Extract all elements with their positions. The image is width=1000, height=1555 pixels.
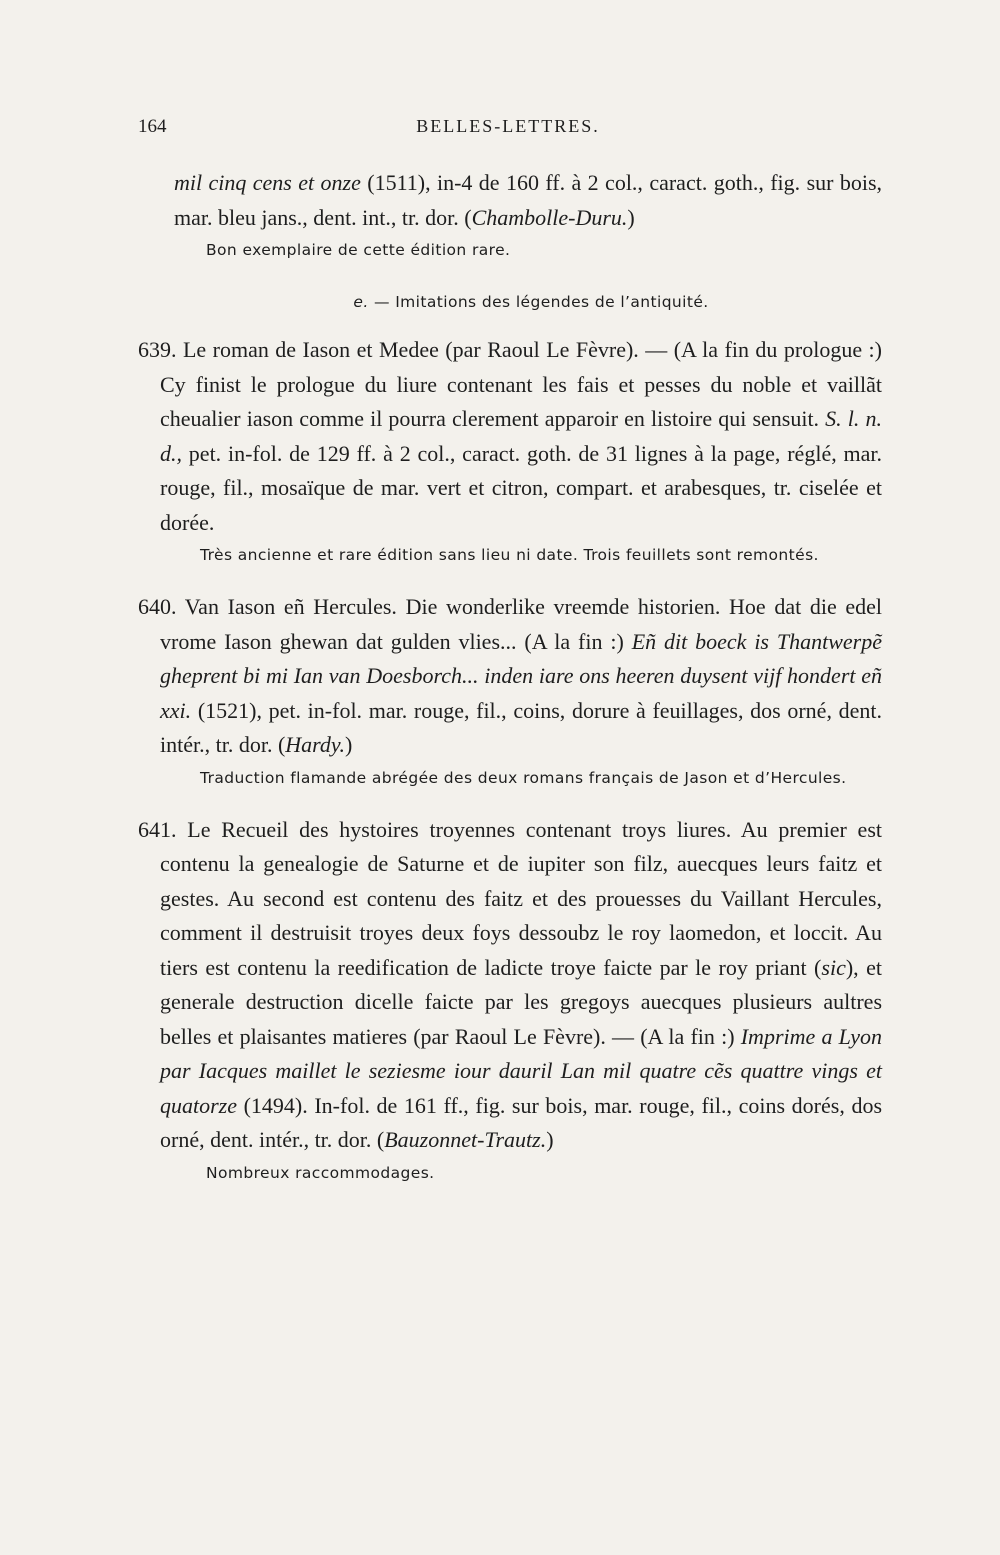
entry-640	[138, 590, 882, 791]
entry-italic: S. l. n. d.,	[160, 406, 882, 466]
continuation-line1: (1511), in-4 de 160 ff. à 2 col., caract. goth.,	[360, 170, 764, 195]
entry-text: Le Recueil des hystoires troyennes contenant troys liures. Au premier est contenu la genealogie de Saturne et de iupiter son filz, auecques leurs faitz et gestes. Au second est contenu des faitz et des prouesses du Vaillant Hercules, comment il destruisit troyes deux foys dessoubz le roy laomedon, et loccit. Au tiers est contenu la reedification de ladicte troye faicte par le roy priant (	[160, 816, 882, 980]
entry-639	[138, 333, 882, 568]
section-letter: e.	[353, 293, 369, 311]
continuation-note: Bon exemplaire de cette édition rare.	[206, 241, 511, 259]
continuation-italic-title: mil cinq cens et onze	[174, 170, 361, 195]
section-title: — Imitations des légendes de l’antiquité.	[373, 293, 709, 311]
entry-italic-colophon: Eñ dit boeck is Thantwerpẽ gheprent bi mi Ian van Doesborch... inden iare ons heeren duysent vijf hondert eñ xxi.	[160, 628, 882, 723]
entry-text: Van Iason eñ Hercules. Die wonderlike vreemde historien. Hoe dat die edel vrome Iason ghewan dat gulden vlies... (A la fin :)	[160, 594, 882, 654]
entry-italic-colophon: Imprime a Lyon par Iacques maillet le seziesme iour dauril Lan mil quatre cẽs quattre vings et quatorze	[160, 1023, 882, 1118]
continuation-close: )	[627, 204, 635, 230]
running-head: BELLES-LETTRES.	[416, 116, 600, 136]
entry-text: Le roman de Iason et Medee (par Raoul Le Fèvre). — (A la fin du prologue :) Cy finist le prologue du liure contenant les fais et pesses du noble et vaillãt cheualier iason comme il pourra clerement apparoir en listoire qui sensuit.	[160, 337, 882, 431]
page-number: 164	[138, 116, 167, 137]
entry-text-cont: ), et generale destruction dicelle faicte par les gregoys auecques plusieurs aultres belles et plaisantes matieres (par Raoul Le Fèvre). — (A la fin :)	[160, 954, 883, 1049]
page-header	[138, 116, 878, 142]
entry-close: )	[344, 732, 353, 757]
section-heading	[180, 293, 882, 311]
entry-number: 640.	[138, 594, 177, 619]
entry-text-cont: (1521), pet. in-fol. mar. rouge, fil., coins, dorure à feuillages, dos orné, dent. intér., tr. dor. (	[160, 697, 882, 757]
continuation-binder: Chambolle-Duru.	[471, 204, 628, 230]
entry-641	[138, 813, 883, 1186]
continuation-line2: fig. sur bois, mar. bleu jans., dent. int., tr. dor. (	[174, 170, 883, 230]
entry-number: 639.	[138, 337, 177, 362]
entry-number: 641.	[138, 816, 177, 842]
entry-text-cont: pet. in-fol. de 129 ff. à 2 col., caract. goth. de 31 lignes à la page, réglé, mar. rouge, fil., mosaïque de mar. vert et citron, compart. et arabesques, tr. ciselée et dorée.	[160, 440, 882, 535]
entry-note: Traduction flamande abrégée des deux romans français de Jason et d’Hercules.	[200, 768, 847, 787]
entry-note: Très ancienne et rare édition sans lieu ni date. Trois feuillets sont remontés.	[200, 546, 819, 564]
entry-binder: Hardy.	[285, 732, 345, 757]
entry-note: Nombreux raccommodages.	[206, 1163, 435, 1182]
continuation-paragraph	[160, 166, 882, 235]
entry-text-cont2: (1494). In-fol. de 161 ff., fig. sur bois, mar. rouge, fil., coins dorés, dos orné, dent. intér., tr. dor. (	[160, 1092, 882, 1152]
entry-close: )	[546, 1127, 554, 1152]
entry-binder: Bauzonnet-Trautz.	[384, 1127, 547, 1152]
entry-sic: sic	[821, 954, 846, 980]
page-body	[138, 166, 883, 1186]
